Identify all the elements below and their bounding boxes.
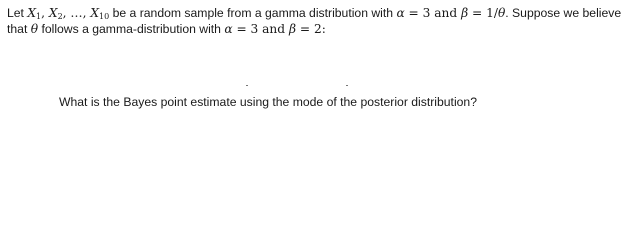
text: = 3 and <box>232 22 289 36</box>
text: = 1/ <box>468 6 498 20</box>
text: = 3 and <box>404 6 462 20</box>
subscript: 10 <box>99 12 110 21</box>
problem-statement <box>7 5 627 37</box>
scan-artifact-dot <box>246 85 248 86</box>
subscript: 1 <box>36 12 42 21</box>
scan-artifact-dot <box>346 85 348 86</box>
text: follows a gamma-distribution with <box>38 22 225 36</box>
var-alpha: α <box>224 22 233 36</box>
question-text: What is the Bayes point estimate using the mode of the posterior distribution? <box>59 95 477 109</box>
problem-line-2 <box>7 21 627 37</box>
separator: , …, <box>62 6 91 20</box>
subscript: 2 <box>57 12 63 21</box>
text: = 2: <box>296 22 326 36</box>
separator: , <box>41 6 49 20</box>
var-theta: θ <box>497 6 506 20</box>
var-beta: β <box>461 6 469 20</box>
text: be a random sample from a gamma distribution with <box>109 6 397 20</box>
text: that <box>7 22 31 36</box>
var-x: X <box>48 6 58 20</box>
text: Let <box>7 6 28 20</box>
var-x: X <box>90 6 100 20</box>
var-theta: θ <box>30 22 39 36</box>
var-beta: β <box>288 22 297 36</box>
problem-line-1 <box>7 5 627 21</box>
text: . Suppose we believe <box>505 6 622 20</box>
var-alpha: α <box>396 6 405 20</box>
var-x: X <box>27 6 37 20</box>
